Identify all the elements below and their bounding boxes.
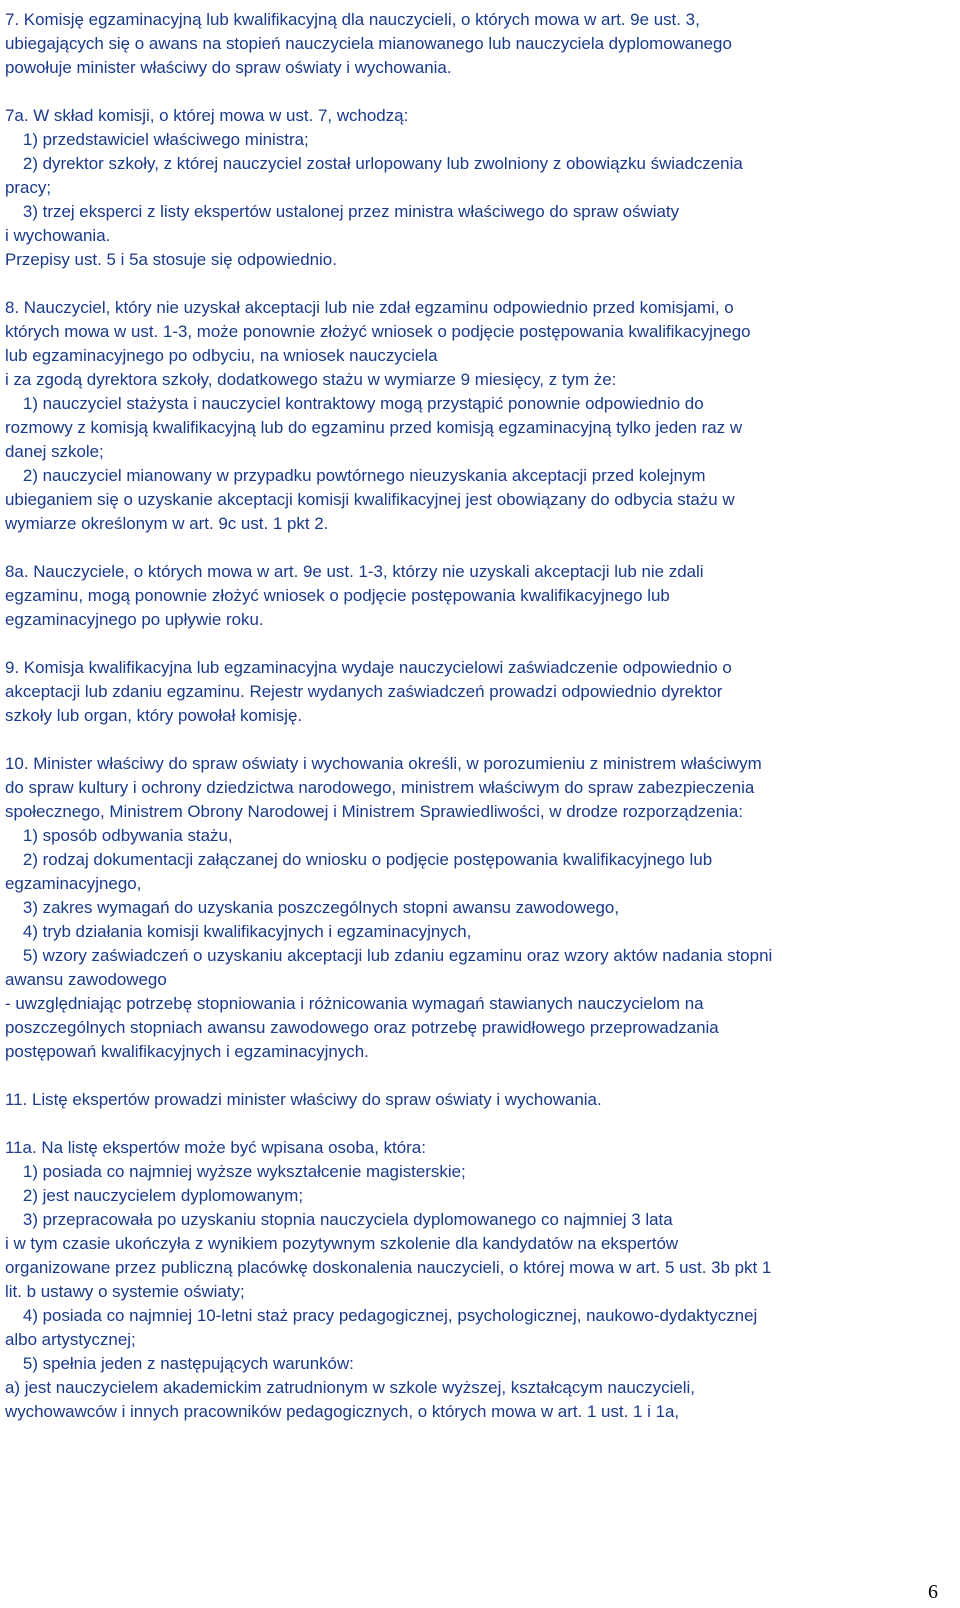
line-wrap [5,1280,960,1304]
line-wrap [5,824,960,848]
text-line: 2) nauczyciel mianowany w przypadku powtórnego nieuzyskania akceptacji przed kolejnym [22,466,706,485]
text-line: których mowa w ust. 1-3, może ponownie złożyć wniosek o podjęcie postępowania kwalifikacyjnego [5,322,751,341]
line-wrap [5,440,960,464]
line-wrap [5,8,960,32]
line-wrap [5,176,960,200]
document-content [5,8,960,1424]
line-wrap [5,800,960,824]
text-line: 3) zakres wymagań do uzyskania poszczególnych stopni awansu zawodowego, [22,898,620,917]
line-wrap [5,560,960,584]
line-wrap [5,1016,960,1040]
line-wrap [5,512,960,536]
text-line: 5) wzory zaświadczeń o uzyskaniu akceptacji lub zdaniu egzaminu oraz wzory aktów nadania stopni [22,946,773,965]
text-line: wychowawców i innych pracowników pedagogicznych, o których mowa w art. 1 ust. 1 i 1a, [5,1402,680,1421]
text-line: postępowań kwalifikacyjnych i egzaminacyjnych. [5,1042,369,1061]
text-line: 4) posiada co najmniej 10-letni staż pracy pedagogicznej, psychologicznej, naukowo-dydaktycznej [22,1306,758,1325]
text-line: pracy; [5,178,52,197]
text-line: egzaminu, mogą ponownie złożyć wniosek o podjęcie postępowania kwalifikacyjnego lub [5,586,670,605]
text-line: poszczególnych stopniach awansu zawodowego oraz potrzebę prawidłowego przeprowadzania [5,1018,719,1037]
line-wrap [5,392,960,416]
text-line: i wychowania. [5,226,111,245]
text-line: 7a. W skład komisji, o której mowa w ust. 7, wchodzą: [5,106,409,125]
line-wrap [5,32,960,56]
line-wrap [5,56,960,80]
text-line: 4) tryb działania komisji kwalifikacyjnych i egzaminacyjnych, [22,922,472,941]
text-line: 11a. Na listę ekspertów może być wpisana osoba, która: [5,1138,426,1157]
line-wrap [5,104,960,128]
text-line: 1) przedstawiciel właściwego ministra; [22,130,309,149]
text-line: 1) posiada co najmniej wyższe wykształcenie magisterskie; [22,1162,466,1181]
text-line: 7. Komisję egzaminacyjną lub kwalifikacyjną dla nauczycieli, o których mowa w art. 9e ust. 3, [5,10,700,29]
text-line: szkoły lub organ, który powołał komisję. [5,706,303,725]
line-wrap [5,128,960,152]
document-body [5,0,960,1424]
paragraph-p7a [5,104,960,272]
paragraph-gap [5,1112,960,1136]
paragraph-p11 [5,1088,960,1112]
line-wrap [5,1208,960,1232]
top-spacer [5,0,960,8]
text-line: ubieganiem się o uzyskanie akceptacji komisji kwalifikacyjnej jest obowiązany do odbycia stażu w [5,490,735,509]
text-line: 3) trzej eksperci z listy ekspertów ustalonej przez ministra właściwego do spraw oświaty [22,202,680,221]
line-wrap [5,1184,960,1208]
line-wrap [5,152,960,176]
line-wrap [5,968,960,992]
text-line: powołuje minister właściwy do spraw oświaty i wychowania. [5,58,452,77]
line-wrap [5,992,960,1016]
text-line: 11. Listę ekspertów prowadzi minister właściwy do spraw oświaty i wychowania. [5,1090,602,1109]
paragraph-p8a [5,560,960,632]
paragraph-gap [5,536,960,560]
line-wrap [5,1328,960,1352]
line-wrap [5,200,960,224]
text-line: 1) sposób odbywania stażu, [22,826,233,845]
paragraph-p8 [5,296,960,536]
text-line: awansu zawodowego [5,970,167,989]
text-line: 2) dyrektor szkoły, z której nauczyciel został urlopowany lub zwolniony z obowiązku świadczenia [22,154,743,173]
line-wrap [5,848,960,872]
text-line: - uwzględniając potrzebę stopniowania i różnicowania wymagań stawianych nauczycielom na [5,994,704,1013]
line-wrap [5,320,960,344]
line-wrap [5,608,960,632]
line-wrap [5,1040,960,1064]
line-wrap [5,464,960,488]
text-line: egzaminacyjnego, [5,874,142,893]
text-line: ubiegających się o awans na stopień nauczyciela mianowanego lub nauczyciela dyplomowanego [5,34,732,53]
line-wrap [5,872,960,896]
line-wrap [5,704,960,728]
text-line: do spraw kultury i ochrony dziedzictwa narodowego, ministrem właściwym do spraw zabezpieczenia [5,778,755,797]
line-wrap [5,896,960,920]
line-wrap [5,944,960,968]
text-line: 3) przepracowała po uzyskaniu stopnia nauczyciela dyplomowanego co najmniej 3 lata [22,1210,673,1229]
line-wrap [5,1088,960,1112]
paragraph-gap [5,272,960,296]
text-line: akceptacji lub zdaniu egzaminu. Rejestr wydanych zaświadczeń prowadzi odpowiednio dyrektor [5,682,723,701]
text-line: 9. Komisja kwalifikacyjna lub egzaminacyjna wydaje nauczycielowi zaświadczenie odpowiednio o [5,658,732,677]
line-wrap [5,776,960,800]
text-line: i w tym czasie ukończyła z wynikiem pozytywnym szkolenie dla kandydatów na ekspertów [5,1234,679,1253]
line-wrap [5,920,960,944]
text-line: lit. b ustawy o systemie oświaty; [5,1282,245,1301]
paragraph-p10 [5,752,960,1064]
line-wrap [5,584,960,608]
text-line: 8. Nauczyciel, który nie uzyskał akceptacji lub nie zdał egzaminu odpowiednio przed komisjami, o [5,298,734,317]
paragraph-p11a [5,1136,960,1424]
text-line: 1) nauczyciel stażysta i nauczyciel kontraktowy mogą przystąpić ponownie odpowiednio do [22,394,704,413]
line-wrap [5,1232,960,1256]
text-line: społecznego, Ministrem Obrony Narodowej i Ministrem Sprawiedliwości, w drodze rozporządzenia: [5,802,743,821]
line-wrap [5,752,960,776]
line-wrap [5,1304,960,1328]
text-line: i za zgodą dyrektora szkoły, dodatkowego stażu w wymiarze 9 miesięcy, z tym że: [5,370,617,389]
paragraph-p9 [5,656,960,728]
line-wrap [5,680,960,704]
text-line: rozmowy z komisją kwalifikacyjną lub do egzaminu przed komisją egzaminacyjną tylko jeden raz w [5,418,743,437]
line-wrap [5,416,960,440]
line-wrap [5,224,960,248]
line-wrap [5,656,960,680]
line-wrap [5,1136,960,1160]
text-line: 2) jest nauczycielem dyplomowanym; [22,1186,304,1205]
text-line: 8a. Nauczyciele, o których mowa w art. 9e ust. 1-3, którzy nie uzyskali akceptacji lub nie zdali [5,562,704,581]
line-wrap [5,368,960,392]
paragraph-gap [5,728,960,752]
line-wrap [5,1376,960,1400]
paragraph-p7 [5,8,960,80]
line-wrap [5,296,960,320]
text-line: danej szkole; [5,442,104,461]
paragraph-gap [5,632,960,656]
line-wrap [5,1256,960,1280]
text-line: 2) rodzaj dokumentacji załączanej do wniosku o podjęcie postępowania kwalifikacyjnego lub [22,850,713,869]
page-number: 6 [928,1581,938,1603]
line-wrap [5,1352,960,1376]
line-wrap [5,488,960,512]
text-line: 5) spełnia jeden z następujących warunków: [22,1354,354,1373]
paragraph-gap [5,1064,960,1088]
text-line: lub egzaminacyjnego po odbyciu, na wniosek nauczyciela [5,346,438,365]
text-line: egzaminacyjnego po upływie roku. [5,610,264,629]
text-line: Przepisy ust. 5 i 5a stosuje się odpowiednio. [5,250,337,269]
text-line: albo artystycznej; [5,1330,136,1349]
text-line: 10. Minister właściwy do spraw oświaty i wychowania określi, w porozumieniu z ministrem właściwym [5,754,762,773]
line-wrap [5,1400,960,1424]
paragraph-gap [5,80,960,104]
line-wrap [5,248,960,272]
line-wrap [5,1160,960,1184]
text-line: a) jest nauczycielem akademickim zatrudnionym w szkole wyższej, kształcącym nauczycieli, [5,1378,695,1397]
line-wrap [5,344,960,368]
text-line: wymiarze określonym w art. 9c ust. 1 pkt 2. [5,514,329,533]
text-line: organizowane przez publiczną placówkę doskonalenia nauczycieli, o której mowa w art. 5 ust. 3b pkt 1 [5,1258,772,1277]
